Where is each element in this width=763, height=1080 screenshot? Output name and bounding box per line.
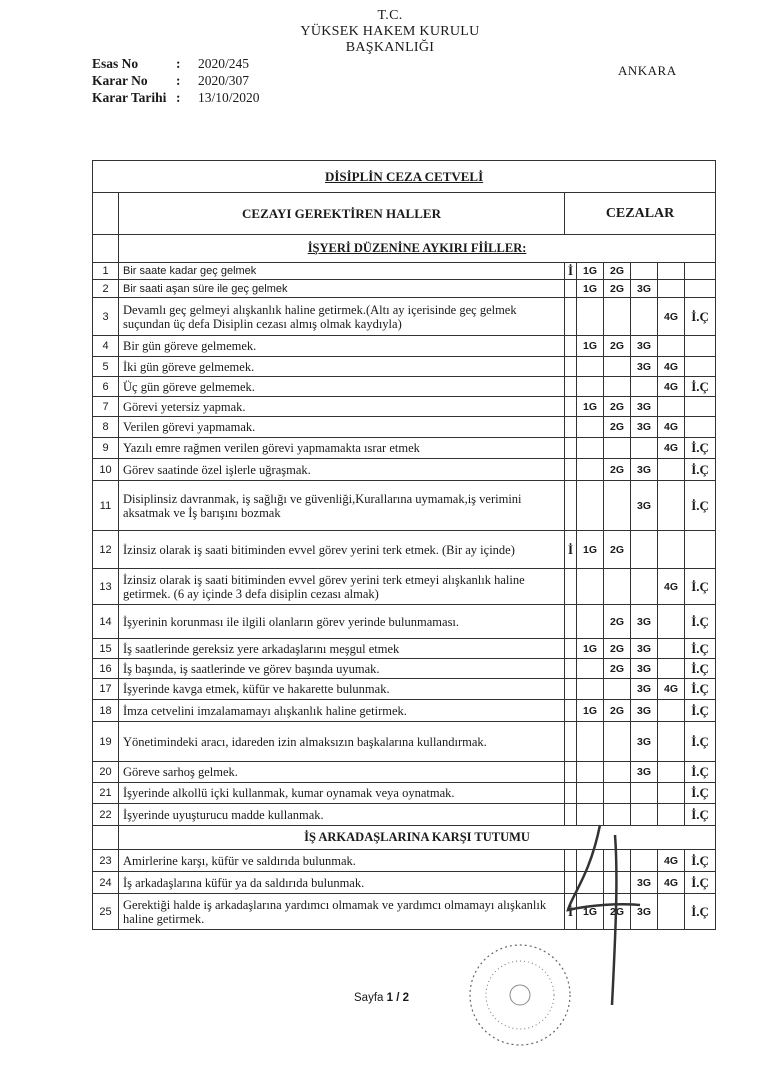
penalty-cell: 1G xyxy=(577,280,604,298)
penalty-cell xyxy=(631,850,658,872)
penalty-cell: İ.Ç xyxy=(685,722,716,762)
penalty-cell: 3G xyxy=(631,679,658,700)
offense-description: Devamlı geç gelmeyi alışkanlık haline getirmek.(Altı ay içerisinde geç gelmek suçundan üç defa Disiplin cezası almış olmak kaydıyla) xyxy=(119,298,565,336)
penalty-cell xyxy=(658,894,685,930)
penalty-cell: 3G xyxy=(631,459,658,481)
page-number: 1 / 2 xyxy=(386,992,409,1004)
section-title-colleagues: İŞ ARKADAŞLARINA KARŞI TUTUMU xyxy=(119,826,716,850)
table-row xyxy=(93,804,716,826)
offense-description: İşyerinde uyuşturucu madde kullanmak. xyxy=(119,804,565,826)
penalty-cell xyxy=(658,459,685,481)
penalty-cell xyxy=(658,639,685,659)
offense-description: İşyerinde alkollü içki kullanmak, kumar oynamak veya oynatmak. xyxy=(119,783,565,804)
row-number: 24 xyxy=(93,872,119,894)
offense-description: Görevi yetersiz yapmak. xyxy=(119,397,565,417)
penalty-cell xyxy=(604,569,631,605)
offense-description: Görev saatinde özel işlerle uğraşmak. xyxy=(119,459,565,481)
offense-description: Yönetimindeki aracı, idareden izin almaksızın başkalarına kullandırmak. xyxy=(119,722,565,762)
penalty-cell xyxy=(604,298,631,336)
table-row xyxy=(93,762,716,783)
table-row xyxy=(93,438,716,459)
offense-description: Amirlerine karşı, küfür ve saldırıda bulunmak. xyxy=(119,850,565,872)
penalty-cell: 2G xyxy=(604,894,631,930)
penalty-cell xyxy=(604,679,631,700)
table-row xyxy=(93,531,716,569)
penalty-cell: 4G xyxy=(658,850,685,872)
penalty-cell: İ.Ç xyxy=(685,700,716,722)
penalty-cell xyxy=(685,336,716,357)
penalty-cell xyxy=(565,783,577,804)
offense-description: İmza cetvelini imzalamamayı alışkanlık haline getirmek. xyxy=(119,700,565,722)
table-row xyxy=(93,679,716,700)
penalty-cell xyxy=(631,438,658,459)
penalty-cell: İ xyxy=(565,894,577,930)
row-number: 2 xyxy=(93,280,119,298)
penalty-cell: 2G xyxy=(604,263,631,280)
penalty-cell: 3G xyxy=(631,722,658,762)
row-number: 9 xyxy=(93,438,119,459)
penalty-cell xyxy=(565,679,577,700)
table-row xyxy=(93,357,716,377)
row-number: 22 xyxy=(93,804,119,826)
row-number: 12 xyxy=(93,531,119,569)
penalty-cell: İ.Ç xyxy=(685,804,716,826)
table-title-row xyxy=(93,161,716,193)
row-number: 19 xyxy=(93,722,119,762)
penalty-cell: 3G xyxy=(631,659,658,679)
penalty-cell xyxy=(604,850,631,872)
penalty-cell: İ.Ç xyxy=(685,438,716,459)
penalty-cell: İ.Ç xyxy=(685,639,716,659)
penalty-cell xyxy=(658,722,685,762)
penalty-cell xyxy=(565,639,577,659)
penalty-cell: 2G xyxy=(604,336,631,357)
penalty-cell xyxy=(565,298,577,336)
penalty-cell xyxy=(685,531,716,569)
offense-description: Yazılı emre rağmen verilen görevi yapmamakta ısrar etmek xyxy=(119,438,565,459)
penalty-table xyxy=(92,160,716,930)
penalty-cell: 1G xyxy=(577,700,604,722)
penalty-cell xyxy=(577,804,604,826)
penalty-cell: 3G xyxy=(631,605,658,639)
penalty-cell xyxy=(631,804,658,826)
row-number: 13 xyxy=(93,569,119,605)
table-row xyxy=(93,639,716,659)
penalty-cell xyxy=(685,357,716,377)
penalty-cell xyxy=(658,762,685,783)
section-title-workplace: İŞYERİ DÜZENİNE AYKIRI FİİLLER: xyxy=(119,235,716,263)
penalty-cell xyxy=(658,263,685,280)
section-header-row xyxy=(93,826,716,850)
penalty-cell: 2G xyxy=(604,531,631,569)
city-label: ANKARA xyxy=(618,63,677,78)
penalty-cell xyxy=(565,569,577,605)
row-number: 15 xyxy=(93,639,119,659)
row-number: 23 xyxy=(93,850,119,872)
table-row xyxy=(93,700,716,722)
penalty-cell xyxy=(577,298,604,336)
penalty-cell xyxy=(565,438,577,459)
penalty-cell: İ.Ç xyxy=(685,605,716,639)
penalty-cell: İ.Ç xyxy=(685,850,716,872)
offense-description: Göreve sarhoş gelmek. xyxy=(119,762,565,783)
row-number: 5 xyxy=(93,357,119,377)
case-meta xyxy=(92,55,260,106)
penalty-cell xyxy=(577,872,604,894)
row-number: 8 xyxy=(93,417,119,438)
penalty-cell xyxy=(658,659,685,679)
penalty-cell xyxy=(577,377,604,397)
penalty-cell xyxy=(658,783,685,804)
row-number: 11 xyxy=(93,481,119,531)
row-number: 17 xyxy=(93,679,119,700)
offense-description: İşyerinin korunması ile ilgili olanların görev yerinde bulunmaması. xyxy=(119,605,565,639)
column-header-penalties: CEZALAR xyxy=(565,193,716,235)
institution-header xyxy=(270,8,510,56)
penalty-cell xyxy=(604,722,631,762)
penalty-cell xyxy=(685,263,716,280)
header-line-2: YÜKSEK HAKEM KURULU xyxy=(300,24,480,39)
row-number: 6 xyxy=(93,377,119,397)
penalty-cell xyxy=(604,357,631,377)
penalty-cell: 2G xyxy=(604,397,631,417)
penalty-cell xyxy=(565,459,577,481)
penalty-cell xyxy=(658,605,685,639)
column-header-offenses: CEZAYI GEREKTİREN HALLER xyxy=(119,193,565,235)
penalty-cell xyxy=(604,872,631,894)
penalty-cell xyxy=(577,481,604,531)
penalty-cell xyxy=(577,459,604,481)
penalty-cell xyxy=(565,417,577,438)
penalty-cell xyxy=(565,850,577,872)
penalty-cell: 2G xyxy=(604,659,631,679)
penalty-cell: 3G xyxy=(631,481,658,531)
penalty-cell xyxy=(577,659,604,679)
row-number: 3 xyxy=(93,298,119,336)
penalty-cell: İ xyxy=(565,531,577,569)
penalty-cell xyxy=(604,783,631,804)
table-row xyxy=(93,894,716,930)
penalty-cell xyxy=(577,438,604,459)
penalty-cell xyxy=(565,872,577,894)
penalty-cell xyxy=(577,417,604,438)
table-row xyxy=(93,417,716,438)
penalty-cell: 4G xyxy=(658,569,685,605)
penalty-cell: 1G xyxy=(577,531,604,569)
penalty-cell xyxy=(658,397,685,417)
penalty-cell: 1G xyxy=(577,263,604,280)
penalty-cell xyxy=(631,263,658,280)
row-number: 4 xyxy=(93,336,119,357)
row-number: 20 xyxy=(93,762,119,783)
penalty-cell xyxy=(565,280,577,298)
offense-description: İzinsiz olarak iş saati bitiminden evvel görev yerini terk etmek. (Bir ay içinde) xyxy=(119,531,565,569)
penalty-cell xyxy=(631,569,658,605)
penalty-cell xyxy=(577,569,604,605)
penalty-cell: İ.Ç xyxy=(685,783,716,804)
penalty-cell xyxy=(565,804,577,826)
penalty-cell xyxy=(565,377,577,397)
penalty-cell xyxy=(577,850,604,872)
penalty-cell: 3G xyxy=(631,762,658,783)
table-row xyxy=(93,298,716,336)
section-header-row xyxy=(93,235,716,263)
penalty-cell xyxy=(685,280,716,298)
penalty-cell xyxy=(565,762,577,783)
penalty-cell xyxy=(604,438,631,459)
penalty-cell xyxy=(685,397,716,417)
penalty-cell: 4G xyxy=(658,357,685,377)
table-row xyxy=(93,722,716,762)
penalty-cell xyxy=(577,605,604,639)
penalty-cell xyxy=(604,804,631,826)
penalty-cell xyxy=(658,280,685,298)
penalty-cell xyxy=(604,762,631,783)
table-row xyxy=(93,377,716,397)
penalty-cell: 3G xyxy=(631,336,658,357)
penalty-cell xyxy=(604,377,631,397)
penalty-cell xyxy=(565,397,577,417)
offense-description: İzinsiz olarak iş saati bitiminden evvel görev yerini terk etmeyi alışkanlık haline getirmek. (6 ay içinde 3 defa disiplin cezası almak) xyxy=(119,569,565,605)
table-row xyxy=(93,280,716,298)
offense-description: İş saatlerinde gereksiz yere arkadaşlarını meşgul etmek xyxy=(119,639,565,659)
penalty-cell xyxy=(658,531,685,569)
penalty-cell xyxy=(658,804,685,826)
penalty-cell: İ.Ç xyxy=(685,569,716,605)
offense-description: Bir gün göreve gelmemek. xyxy=(119,336,565,357)
table-row xyxy=(93,872,716,894)
penalty-cell: 2G xyxy=(604,417,631,438)
row-number: 21 xyxy=(93,783,119,804)
penalty-cell xyxy=(631,531,658,569)
penalty-cell: 3G xyxy=(631,639,658,659)
offense-description: Disiplinsiz davranmak, iş sağlığı ve güvenliği,Kurallarına uymamak,iş verimini aksatmak ve İş barışını bozmak xyxy=(119,481,565,531)
penalty-cell: 1G xyxy=(577,397,604,417)
penalty-cell: İ.Ç xyxy=(685,481,716,531)
penalty-cell xyxy=(565,659,577,679)
offense-description: İş arkadaşlarına küfür ya da saldırıda bulunmak. xyxy=(119,872,565,894)
table-row xyxy=(93,397,716,417)
row-number: 18 xyxy=(93,700,119,722)
penalty-cell: 3G xyxy=(631,280,658,298)
page-footer: Sayfa 1 / 2 xyxy=(354,992,409,1004)
table-row xyxy=(93,263,716,280)
penalty-cell: 3G xyxy=(631,397,658,417)
offense-description: İki gün göreve gelmemek. xyxy=(119,357,565,377)
penalty-cell xyxy=(565,605,577,639)
penalty-cell: 4G xyxy=(658,417,685,438)
penalty-cell xyxy=(577,679,604,700)
penalty-cell: 2G xyxy=(604,700,631,722)
penalty-cell xyxy=(631,377,658,397)
penalty-cell: 1G xyxy=(577,894,604,930)
penalty-cell xyxy=(565,357,577,377)
penalty-cell xyxy=(658,700,685,722)
row-number: 16 xyxy=(93,659,119,679)
penalty-cell xyxy=(631,298,658,336)
offense-description: Gerektiği halde iş arkadaşlarına yardımcı olmamak ve yardımcı olmamayı alışkanlık haline getirmek. xyxy=(119,894,565,930)
penalty-cell xyxy=(565,336,577,357)
penalty-cell: 1G xyxy=(577,639,604,659)
penalty-cell xyxy=(565,722,577,762)
penalty-cell xyxy=(577,762,604,783)
offense-description: İş başında, iş saatlerinde ve görev başında uyumak. xyxy=(119,659,565,679)
header-line-1: T.C. xyxy=(377,8,403,23)
penalty-cell: İ.Ç xyxy=(685,459,716,481)
table-row xyxy=(93,336,716,357)
penalty-cell: 3G xyxy=(631,357,658,377)
penalty-cell xyxy=(577,783,604,804)
penalty-cell: 3G xyxy=(631,894,658,930)
penalty-cell: İ.Ç xyxy=(685,872,716,894)
penalty-cell xyxy=(565,481,577,531)
penalty-cell: İ.Ç xyxy=(685,377,716,397)
penalty-cell: 4G xyxy=(658,377,685,397)
offense-description: Bir saati aşan süre ile geç gelmek xyxy=(119,280,565,298)
row-number: 10 xyxy=(93,459,119,481)
table-row xyxy=(93,459,716,481)
header-line-3: BAŞKANLIĞI xyxy=(345,40,435,55)
row-number: 25 xyxy=(93,894,119,930)
penalty-cell: 4G xyxy=(658,872,685,894)
offense-description: Üç gün göreve gelmemek. xyxy=(119,377,565,397)
meta-row-tarih: Karar Tarihi : 13/10/2020 xyxy=(92,90,260,105)
table-row xyxy=(93,783,716,804)
table-row xyxy=(93,659,716,679)
table-row xyxy=(93,850,716,872)
meta-row-esas: Esas No : 2020/245 xyxy=(92,56,250,71)
penalty-cell: İ.Ç xyxy=(685,298,716,336)
penalty-cell xyxy=(577,357,604,377)
table-row xyxy=(93,569,716,605)
penalty-cell: 1G xyxy=(577,336,604,357)
penalty-cell: 4G xyxy=(658,298,685,336)
penalty-cell: 4G xyxy=(658,438,685,459)
penalty-cell xyxy=(685,417,716,438)
penalty-cell: 2G xyxy=(604,280,631,298)
penalty-cell: 3G xyxy=(631,417,658,438)
penalty-cell: İ.Ç xyxy=(685,894,716,930)
table-row xyxy=(93,481,716,531)
table-row xyxy=(93,605,716,639)
offense-description: İşyerinde kavga etmek, küfür ve hakarette bulunmak. xyxy=(119,679,565,700)
penalty-cell xyxy=(658,481,685,531)
penalty-cell xyxy=(604,481,631,531)
penalty-cell: 2G xyxy=(604,639,631,659)
table-column-header-row xyxy=(93,193,716,235)
penalty-cell: 2G xyxy=(604,605,631,639)
meta-row-karar: Karar No : 2020/307 xyxy=(92,73,250,88)
penalty-cell: 4G xyxy=(658,679,685,700)
table-title: DİSİPLİN CEZA CETVELİ xyxy=(93,161,716,193)
penalty-cell xyxy=(658,336,685,357)
penalty-cell: 3G xyxy=(631,700,658,722)
penalty-cell: İ.Ç xyxy=(685,659,716,679)
offense-description: Bir saate kadar geç gelmek xyxy=(119,263,565,280)
offense-description: Verilen görevi yapmamak. xyxy=(119,417,565,438)
penalty-cell: İ.Ç xyxy=(685,679,716,700)
penalty-cell xyxy=(565,700,577,722)
penalty-cell xyxy=(577,722,604,762)
penalty-cell: 2G xyxy=(604,459,631,481)
row-number: 7 xyxy=(93,397,119,417)
penalty-cell: 3G xyxy=(631,872,658,894)
row-number: 14 xyxy=(93,605,119,639)
row-number: 1 xyxy=(93,263,119,280)
penalty-cell: İ xyxy=(565,263,577,280)
penalty-cell xyxy=(631,783,658,804)
penalty-cell: İ.Ç xyxy=(685,762,716,783)
